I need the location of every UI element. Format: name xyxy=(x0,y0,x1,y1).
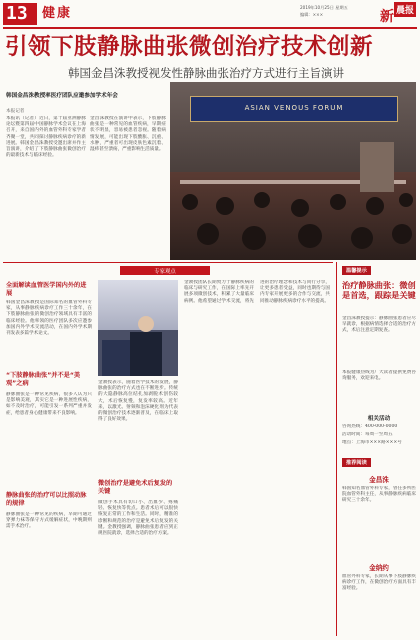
speaker-body xyxy=(130,332,162,376)
section-name: 健康 xyxy=(42,6,73,21)
sidebar-bio-text: 韩国知名血管外科专家，曾任多所医院血管外科主任，从事静脉疾病临床研究三十余年。 xyxy=(342,486,416,504)
sidebar-divider xyxy=(336,262,337,636)
speaker-photo xyxy=(98,280,178,376)
brand-corner: 晨报 xyxy=(394,2,416,17)
feature-col-2b: 微创手术具有切口小、出血少、疼痛轻、恢复快等优点。患者术后可以很快恢复正常的工作和生活。同时，精准的诊断和规范的治疗是避免术后复发的关键。金教授强调，静脉曲张患者应到正规医院就诊，选择合适的治疗方案。 xyxy=(98,500,178,537)
feature-banner-text: 专家观点 xyxy=(154,269,176,275)
subheadline: 韩国金昌洙教授视发性静脉曲张治疗方式进行主旨演讲 xyxy=(68,66,344,80)
header-editor: 编辑：××× xyxy=(300,12,324,17)
brand-new: 新 xyxy=(380,9,394,25)
podium xyxy=(360,142,394,192)
feature-title: 全面解读血管医学国内外的进展 xyxy=(6,282,87,297)
brand-logo xyxy=(380,2,418,26)
sidebar-box-text-2: 本报健康热线为广大读者提供免费咨询服务，欢迎来电。 xyxy=(342,370,416,382)
feature-banner xyxy=(120,266,210,275)
stage-banner xyxy=(190,96,398,122)
feature-col-1c: 静脉曲张是一种常见的疾病，早期可通过穿弹力袜等保守方式缓解症状，中晚期则需手术治疗。 xyxy=(6,512,92,530)
speaker-podium xyxy=(102,340,130,376)
sidebar-box-text: 金昌洙教授提示：静脉曲张患者应尽早就诊，根据病情选择合适的治疗方式，术后注意定期复查。 xyxy=(342,316,416,334)
feature-sub-1: “下肢静脉曲张”并不是“美观”之病 xyxy=(6,372,81,387)
sidebar-list-tag: 推荐阅读 xyxy=(342,458,371,467)
feature-col-1: 韩国金昌洙教授是国际知名的血管外科专家，从事静脉疾病诊疗工作三十余年，在下肢静脉曲张的微创治疗领域具有丰富的临床经验。他率领的医疗团队多次应邀参加国内外学术交流活动，在国内外学术期刊发表多篇学术论文。 xyxy=(6,300,92,337)
conference-photo xyxy=(170,82,416,260)
feature-sub-2: 静脉曲张的治疗可以比照动脉的规律 xyxy=(6,492,87,507)
lead-col-1: 本报讯（记者）近日，第十届亚洲静脉论坛暨第四届中国静脉学术会议在上海召开，来自国内外的血管外科专家学者齐聚一堂，共同探讨静脉疾病诊疗的新进展。韩国金昌洙教授受邀出席并作主旨演讲，介绍了下肢静脉曲张微创治疗的最新技术与临床经验。 xyxy=(6,116,86,159)
header-date: 2019年10月25日 星期五 xyxy=(300,5,348,10)
feature-col-1b: 静脉曲张是一种常见疾病，很多人认为只是影响美观，其实它是一种进展性疾病，如不及时治疗，可能引发一系列严重并发症，给患者身心健康带来不良影响。 xyxy=(6,392,92,416)
banner-text: ASIAN VENOUS FORUM xyxy=(244,104,344,112)
sidebar-box-title: 治疗静脉曲张：微创是首选，跟踪是关键 xyxy=(342,280,416,300)
sidebar-event-line-3: 地点：上海市×××路×××号 xyxy=(342,440,402,445)
sidebar-bio2-text: 血管外科专家，长期从事下肢静脉疾病诊疗工作，在微创治疗方面具有丰富经验。 xyxy=(342,574,416,592)
feature-sub-3: 微创治疗是避免术后复发的关键 xyxy=(98,480,173,495)
sidebar-event-line-2: 活动时间：每周一至周五 xyxy=(342,432,393,437)
sidebar-bio-name: 金昌洙 xyxy=(369,476,389,484)
sidebar-event-line-1: 咨询热线：400-000-0000 xyxy=(342,424,398,429)
page-number: 13 xyxy=(6,3,28,24)
feature-col-3: 金教授团队长期致力于静脉疾病的临床与研究工作，在国际上率先开展多项微创技术，积累了大量临床病例。他希望通过学术交流，将先进的治疗理念和技术与同行分享，让更多患者受益，同时也期待与国内专家开展更多的合作与交流，共同推动静脉疾病诊疗水平的提高。 xyxy=(184,280,330,304)
byline: 本报记者 xyxy=(6,109,25,114)
photo-caption: 韩国金昌洙教授率医疗团队应邀参加学术年会 xyxy=(6,93,118,99)
sidebar-tag: 温馨提示 xyxy=(342,266,371,275)
sidebar-event-title: 相关活动 xyxy=(367,416,391,422)
headline: 引领下肢静脉曲张微创治疗技术创新 xyxy=(5,34,374,60)
section-divider xyxy=(3,262,333,263)
feature-col-2: 金教授表示，随着医学技术的发展，静脉曲张的治疗方式也在不断进步。传统的大隐静脉高位结扎加剥脱术创伤较大，术后恢复慢，复发率较高。近年来，以激光、射频和泡沫硬化剂为代表的微创治疗技术逐渐普及，在临床上取得了良好效果。 xyxy=(98,380,178,423)
speaker-figure xyxy=(138,316,154,332)
header-rule xyxy=(3,27,417,29)
sidebar-bio2-name: 金纳约 xyxy=(369,564,389,572)
lead-col-2: 金昌洙教授在演讲中表示，下肢静脉曲张是一种常见的血管疾病，早期症状不明显，容易被患者忽视。随着病情发展，可能出现下肢酸胀、沉重、水肿，严重者可出现皮肤色素沉着、湿疹甚至溃疡，严重影响生活质量。 xyxy=(90,116,166,153)
